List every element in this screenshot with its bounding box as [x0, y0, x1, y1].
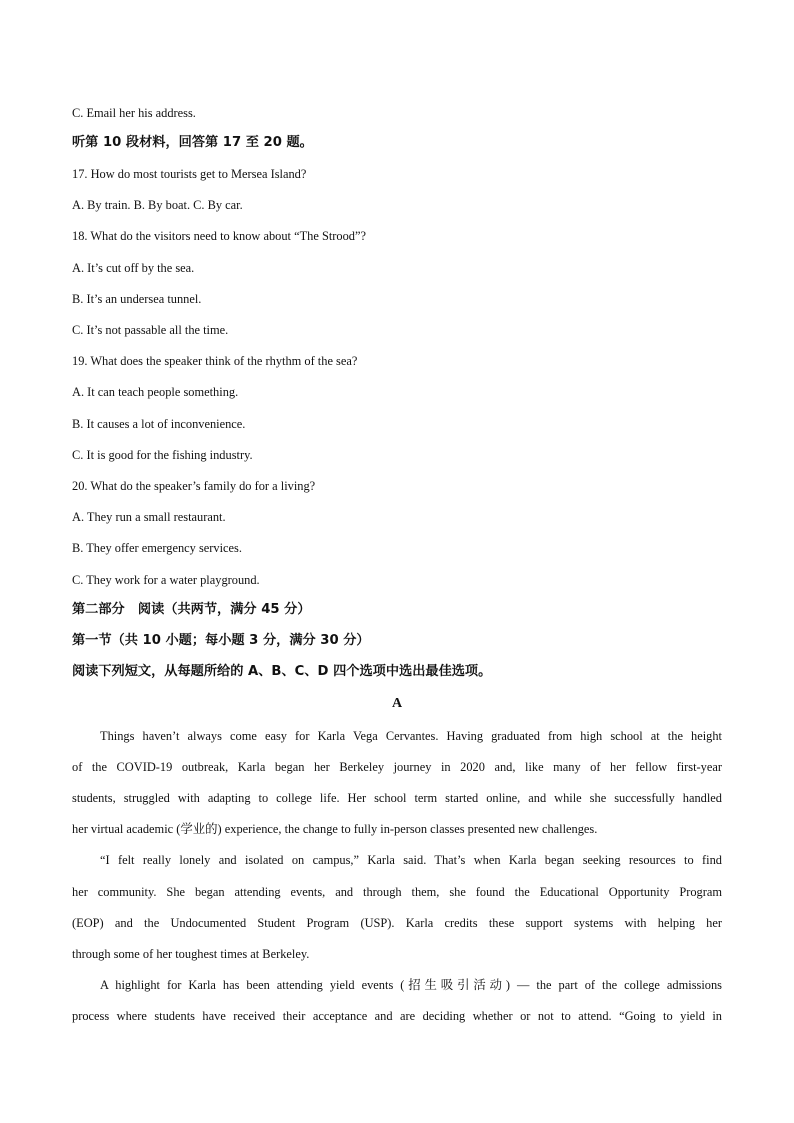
- q20-option-b: B. They offer emergency services.: [72, 541, 242, 555]
- passage-line: “I felt really lonely and isolated on campus,” Karla said. That’s when Karla began seeking resources to find: [100, 853, 722, 867]
- q16-option-c: C. Email her his address.: [72, 106, 196, 120]
- q19-option-c: C. It is good for the fishing industry.: [72, 448, 253, 462]
- passage-line: her virtual academic (学业的) experience, the change to fully in-person classes presented new challenges.: [72, 822, 598, 836]
- q18-option-c: C. It’s not passable all the time.: [72, 323, 229, 337]
- passage-line: A highlight for Karla has been attending yield events (招生吸引活动) — the part of the college admissions: [100, 978, 722, 992]
- passage-line: process where students have received their acceptance and are deciding whether or not to attend. “Going to yield in: [72, 1009, 722, 1023]
- part2-heading: 第二部分 阅读（共两节，满分 45 分）: [72, 602, 311, 617]
- passage-line: Things haven’t always come easy for Karla Vega Cervantes. Having graduated from high school at the height: [100, 729, 722, 743]
- passage-line: students, struggled with adapting to college life. Her school term started online, and while she successfully handled: [72, 791, 722, 805]
- q19-question: 19. What does the speaker think of the rhythm of the sea?: [72, 354, 358, 368]
- reading-instruction: 阅读下列短文，从每题所给的 A、B、C、D 四个选项中选出最佳选项。: [72, 664, 492, 679]
- q17-question: 17. How do most tourists get to Mersea Island?: [72, 167, 307, 181]
- q18-question: 18. What do the visitors need to know about “The Strood”?: [72, 229, 366, 243]
- q20-option-c: C. They work for a water playground.: [72, 573, 260, 587]
- q18-option-a: A. It’s cut off by the sea.: [72, 261, 195, 275]
- q17-options: A. By train. B. By boat. C. By car.: [72, 198, 243, 212]
- q20-question: 20. What do the speaker’s family do for a living?: [72, 479, 316, 493]
- q19-option-a: A. It can teach people something.: [72, 385, 239, 399]
- q19-option-b: B. It causes a lot of inconvenience.: [72, 417, 246, 431]
- passage-line: her community. She began attending events, and through them, she found the Educational Opportunity Program: [72, 885, 722, 899]
- passage-line: through some of her toughest times at Berkeley.: [72, 947, 310, 961]
- section-10-instruction: 听第 10 段材料，回答第 17 至 20 题。: [72, 135, 313, 150]
- section1-heading: 第一节（共 10 小题；每小题 3 分，满分 30 分）: [72, 633, 370, 648]
- passage-label: A: [391, 696, 403, 711]
- passage-line: of the COVID-19 outbreak, Karla began her Berkeley journey in 2020 and, like many of her fellow first-year: [72, 760, 722, 774]
- q18-option-b: B. It’s an undersea tunnel.: [72, 292, 202, 306]
- passage-line: (EOP) and the Undocumented Student Program (USP). Karla credits these support systems with helping her: [72, 916, 722, 930]
- q20-option-a: A. They run a small restaurant.: [72, 510, 226, 524]
